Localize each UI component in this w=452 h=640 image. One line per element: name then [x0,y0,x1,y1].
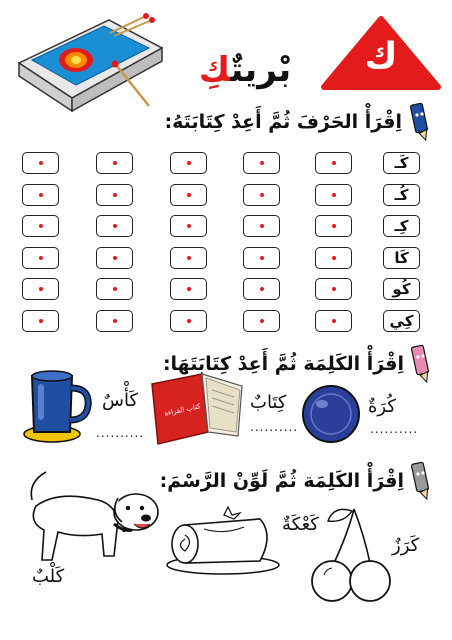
word-book: كِتَابٌ [250,392,287,413]
dot-marker [260,193,264,197]
letter-guide-box [383,215,420,237]
dot-marker [260,319,264,323]
dot-marker [187,193,191,197]
dot-marker [187,224,191,228]
pencil-icon [407,100,431,144]
dot-marker [260,224,264,228]
cup-illustration [20,366,98,446]
dot-marker [260,256,264,260]
section2-instruction: اِقْرَأْ الكَلِمَة ثُمَّ أَعِدْ كِتَابَتَهَا: [162,353,404,375]
dot-marker [39,161,43,165]
write-box[interactable] [96,310,133,332]
write-box[interactable] [243,184,280,206]
dot-marker [113,193,117,197]
pencil-icon [408,459,432,503]
dot-marker [113,224,117,228]
dot-marker [332,287,336,291]
write-box[interactable] [96,215,133,237]
write-box[interactable] [170,152,207,174]
dot-marker [113,287,117,291]
write-box[interactable] [315,184,352,206]
title-word-letter: كِ [198,50,231,90]
write-box[interactable] [243,310,280,332]
word-cup: كَأْسٌ [102,390,139,411]
dot-marker [260,161,264,165]
dot-marker [113,161,117,165]
write-box[interactable] [170,278,207,300]
dot-marker [332,161,336,165]
write-box[interactable] [315,247,352,269]
title-word-rest: بْريتٌ [230,50,292,90]
letter-guide-box [383,278,420,300]
section3-instruction: اِقْرَأْ الكَلِمَة ثُمَّ لَوِّنْ الرَّسْمَ: [159,470,404,492]
dot-marker [332,319,336,323]
write-box[interactable] [22,278,59,300]
triangle-letter: ك [364,36,398,77]
dot-marker [187,287,191,291]
dot-marker [260,287,264,291]
cake-illustration [164,505,282,575]
word-ball: كُرَةٌ [368,396,396,417]
write-box[interactable] [22,310,59,332]
write-box[interactable] [243,247,280,269]
word-cake: كَعْكَةٌ [282,514,319,535]
word-cherries: كَرَزٌ [392,535,420,556]
dot-marker [39,256,43,260]
dot-marker [187,161,191,165]
pencil-icon [408,342,432,386]
letter-guide: كِي [389,311,414,330]
write-box[interactable] [315,278,352,300]
write-box[interactable] [315,152,352,174]
write-box[interactable] [22,215,59,237]
write-line-book: .......... [250,420,299,434]
write-box[interactable] [315,310,352,332]
write-box[interactable] [315,215,352,237]
letter-guide-box [383,310,420,332]
write-box[interactable] [243,278,280,300]
dot-marker [187,319,191,323]
dot-marker [332,224,336,228]
write-box[interactable] [96,247,133,269]
dot-marker [332,193,336,197]
title-word [170,50,320,90]
letter-guide: كَا [394,248,409,267]
write-box[interactable] [96,278,133,300]
ball-illustration [298,384,364,444]
section1-instruction: اِقْرَأْ الحَرْفَ ثُمَّ أَعِدْ كِتَابَتَهُ: [164,111,402,133]
write-box[interactable] [22,247,59,269]
dot-marker [187,256,191,260]
dot-marker [113,256,117,260]
word-dog: كَلْبٌ [32,566,65,587]
write-box[interactable] [170,184,207,206]
book-cover-text: كتاب القراءة [163,402,202,418]
dot-marker [332,256,336,260]
dot-marker [39,224,43,228]
write-box[interactable] [170,310,207,332]
letter-guide-box [383,152,420,174]
matchbox-illustration [14,8,164,113]
letter-guide: كُـ [394,185,409,204]
dog-illustration [18,460,168,580]
letter-guide: كِـ [394,217,409,235]
write-line-cup: .......... [96,426,145,440]
write-box[interactable] [22,152,59,174]
letter-guide-box [383,184,420,206]
dot-marker [113,319,117,323]
letter-guide-box [383,247,420,269]
write-box[interactable] [170,215,207,237]
dot-marker [39,193,43,197]
write-box[interactable] [96,152,133,174]
write-box[interactable] [22,184,59,206]
dot-marker [39,287,43,291]
letter-guide: كُو [392,280,411,298]
dot-marker [39,319,43,323]
write-line-ball: .......... [370,422,419,436]
write-box[interactable] [243,152,280,174]
write-box[interactable] [170,247,207,269]
write-box[interactable] [243,215,280,237]
letter-guide: كَـ [394,154,409,172]
write-box[interactable] [96,184,133,206]
